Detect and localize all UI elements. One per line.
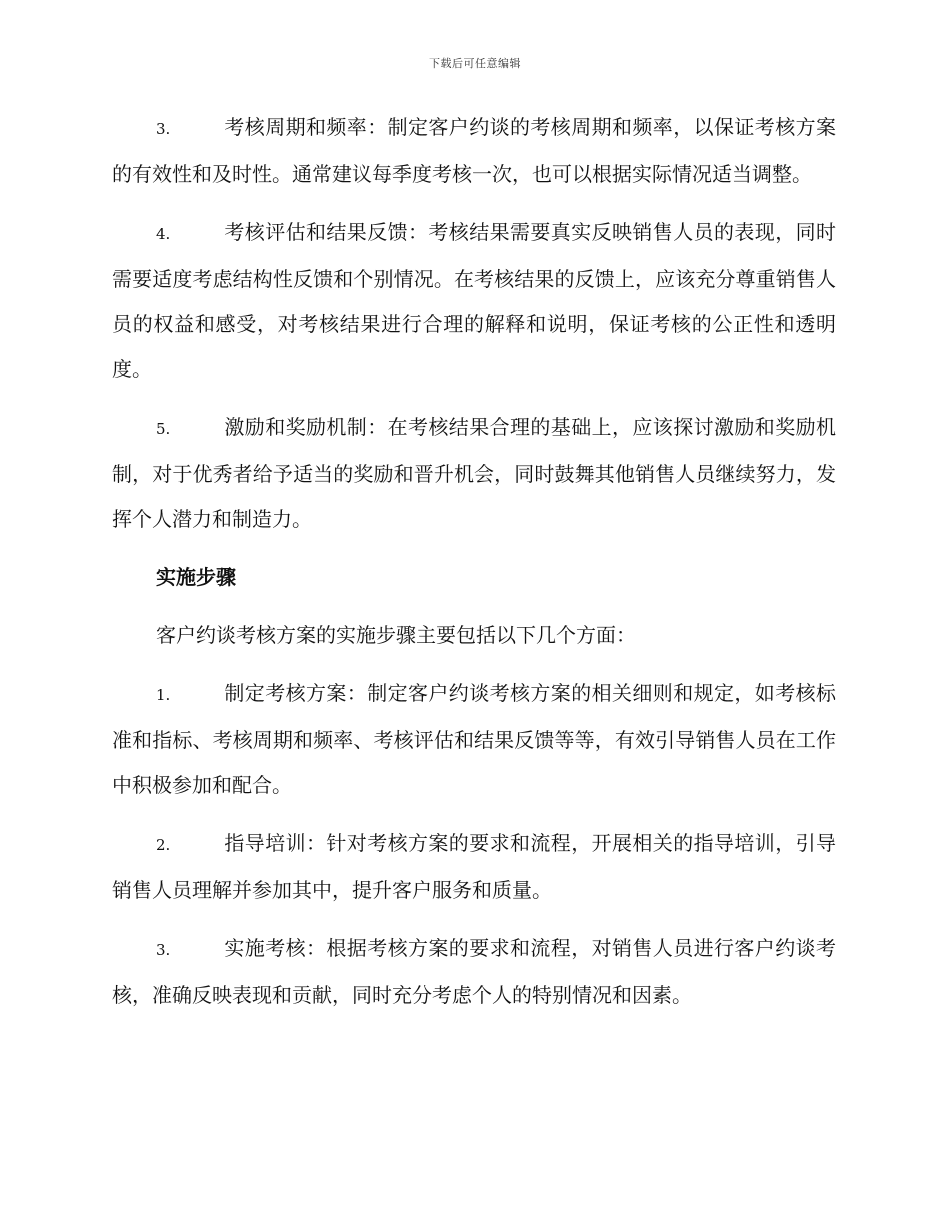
item-text: 考核结果需要真实反映销售人员的表现，同时需要适度考虑结构性反馈和个别情况。在考核结果的反馈上，应该充分尊重销售人员的权益和感受，对考核结果进行合理的解释和说明，保证考核的公正性和透明度。 — [112, 220, 837, 381]
item-title: 激励和奖励机制： — [224, 415, 388, 439]
list-item-bottom-3 — [112, 926, 836, 1018]
list-item-bottom-2 — [112, 821, 836, 913]
page-header: 下载后可任意编辑 — [429, 57, 521, 70]
list-item-top-3 — [112, 105, 836, 197]
item-title: 考核周期和频率： — [224, 115, 388, 139]
list-item-top-5 — [112, 405, 836, 542]
item-text: 在考核结果合理的基础上，应该探讨激励和奖励机制，对于优秀者给予适当的奖励和晋升机会，同时鼓舞其他销售人员继续努力，发挥个人潜力和制造力。 — [112, 415, 837, 531]
item-number: 2. — [156, 836, 171, 854]
list-item-bottom-1 — [112, 671, 836, 808]
item-title: 指导培训： — [224, 831, 327, 855]
item-title: 实施考核： — [224, 936, 327, 960]
item-number: 3. — [156, 120, 171, 138]
item-title: 制定考核方案： — [224, 681, 368, 705]
document-body — [112, 105, 836, 1031]
section-heading: 实施步骤 — [156, 565, 236, 589]
section-intro: 客户约谈考核方案的实施步骤主要包括以下几个方面： — [156, 623, 636, 647]
item-text: 针对考核方案的要求和流程，开展相关的指导培训，引导销售人员理解并参加其中，提升客户服务和质量。 — [112, 831, 837, 902]
item-title: 考核评估和结果反馈： — [224, 220, 429, 244]
item-number: 5. — [156, 420, 171, 438]
item-number: 3. — [156, 941, 171, 959]
list-item-top-4 — [112, 210, 836, 392]
item-number: 4. — [156, 225, 171, 243]
item-text: 根据考核方案的要求和流程，对销售人员进行客户约谈考核，准确反映表现和贡献，同时充分考虑个人的特别情况和因素。 — [112, 936, 837, 1007]
item-text: 制定客户约谈考核方案的相关细则和规定，如考核标准和指标、考核周期和频率、考核评估和结果反馈等等，有效引导销售人员在工作中积极参加和配合。 — [112, 681, 837, 797]
item-number: 1. — [156, 686, 171, 704]
item-text: 制定客户约谈的考核周期和频率，以保证考核方案的有效性和及时性。通常建议每季度考核一次，也可以根据实际情况适当调整。 — [112, 115, 837, 186]
